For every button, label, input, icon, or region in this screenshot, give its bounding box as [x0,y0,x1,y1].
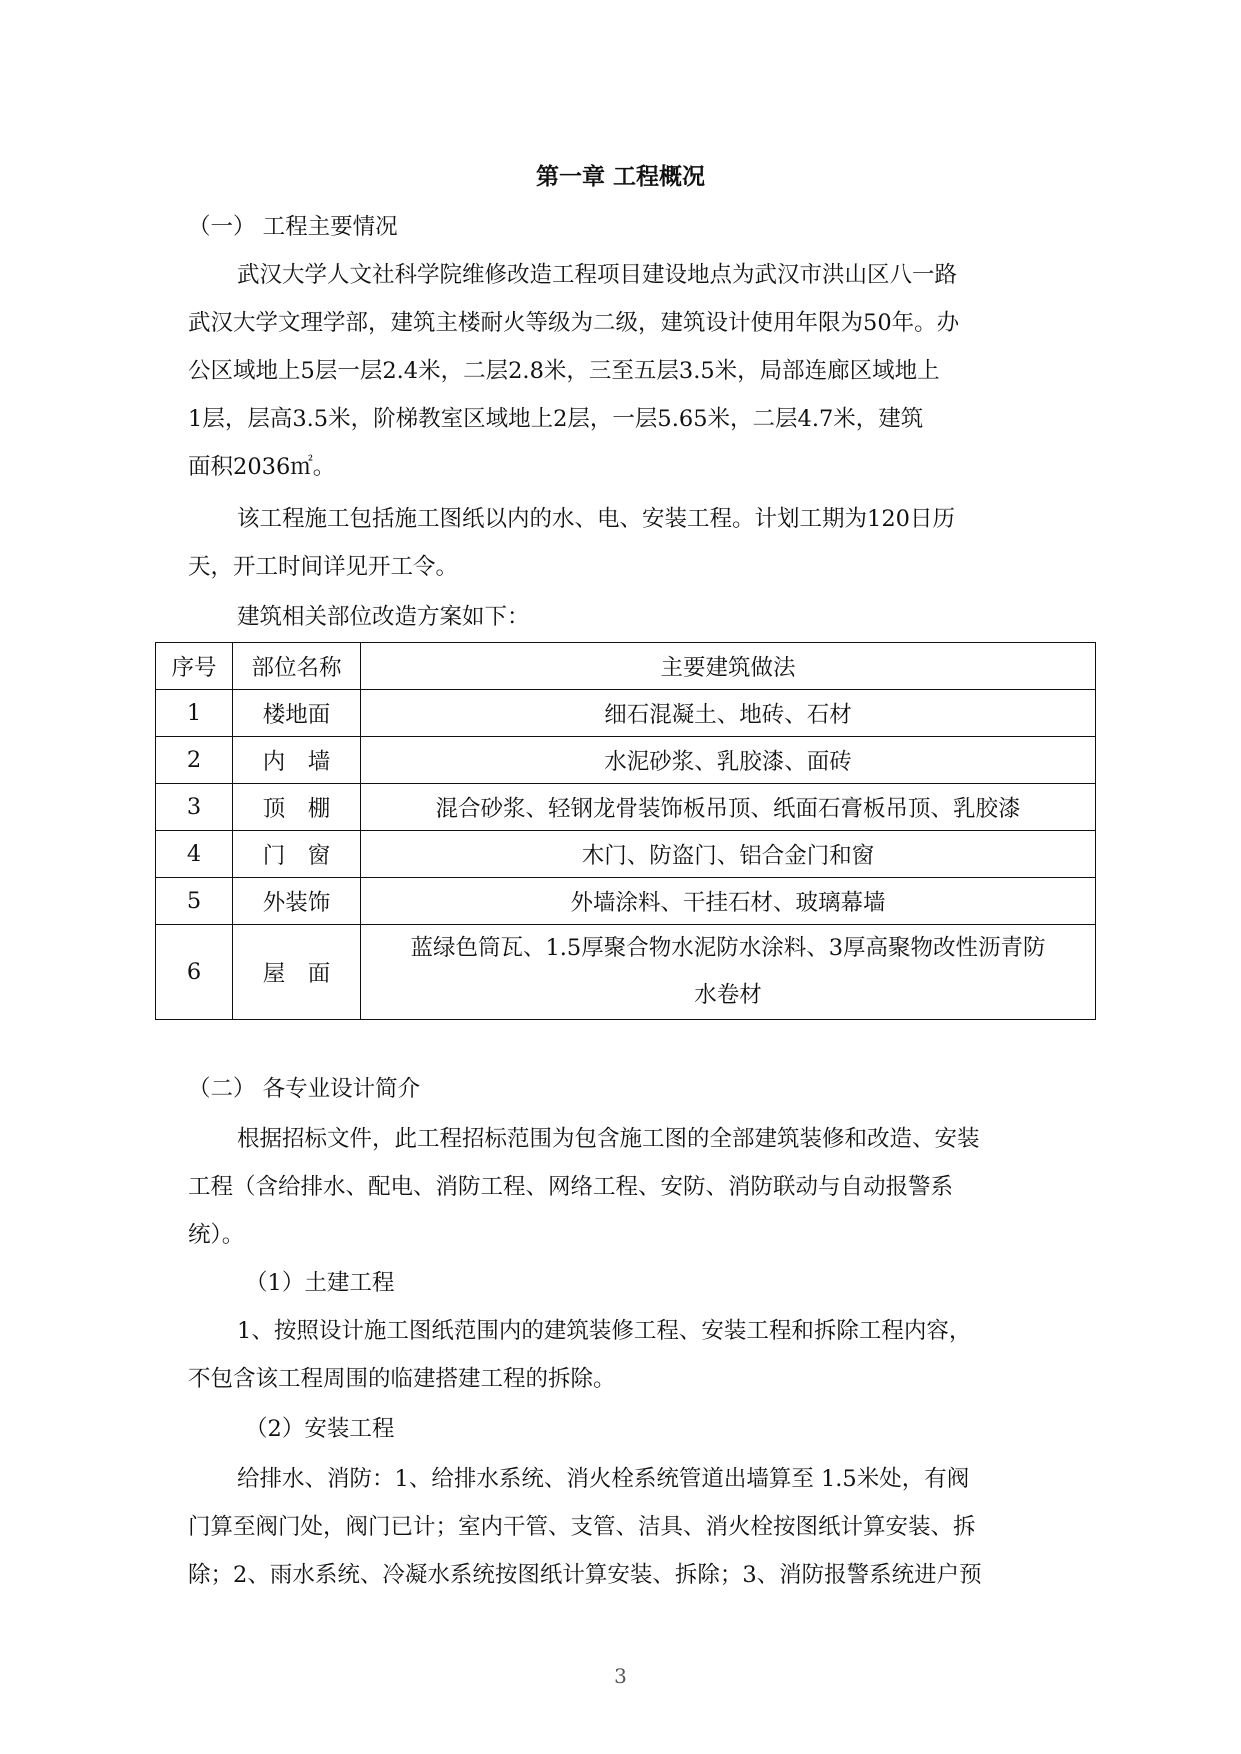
cell-method: 水泥砂浆、乳胶漆、面砖 [361,737,1096,784]
cell-method: 外墙涂料、干挂石材、玻璃幕墙 [361,878,1096,925]
table-row [156,831,1096,878]
table-intro: 建筑相关部位改造方案如下： [237,604,530,630]
subsection1-para-line2: 不包含该工程周围的临建搭建工程的拆除。 [188,1366,616,1392]
cell-part: 内 墙 [233,737,361,784]
cell-part: 顶 棚 [233,784,361,831]
table-row [156,878,1096,925]
subsection2-para-line3: 除；2、雨水系统、冷凝水系统按图纸计算安装、拆除；3、消防报警系统进户预 [188,1562,982,1588]
section1-para1-line1: 武汉大学人文社科学院维修改造工程项目建设地点为武汉市洪山区八一路 [237,262,958,288]
section1-para1-line4: 1层，层高3.5米，阶梯教室区域地上2层，一层5.65米，二层4.7米，建筑 [188,406,924,432]
section1-para1-line5: 面积2036㎡。 [188,454,336,480]
cell-part: 屋 面 [233,925,361,1020]
section1-para1-line3: 公区域地上5层一层2.4米，二层2.8米，三至五层3.5米，局部连廊区域地上 [188,358,940,384]
cell-no: 1 [156,690,233,737]
section1-para2-line1: 该工程施工包括施工图纸以内的水、电、安装工程。计划工期为120日历 [237,506,955,532]
subsection2-para-line2: 门算至阀门处，阀门已计；室内干管、支管、洁具、消火栓按图纸计算安装、拆 [188,1514,976,1540]
subsection1-heading: （1）土建工程 [245,1270,395,1296]
cell-method: 细石混凝土、地砖、石材 [361,690,1096,737]
section1-para1-line2: 武汉大学文理学部，建筑主楼耐火等级为二级，建筑设计使用年限为50年。办 [188,310,960,336]
table-row [156,784,1096,831]
table-row [156,737,1096,784]
chapter-title: 第一章 工程概况 [535,164,705,190]
table-header-row [156,643,1096,690]
cell-method-line1: 蓝绿色筒瓦、1.5厚聚合物水泥防水涂料、3厚高聚物改性沥青防 [410,935,1046,961]
renovation-table [155,642,1096,1020]
section2-para1-line2: 工程（含给排水、配电、消防工程、网络工程、安防、消防联动与自动报警系 [188,1174,954,1200]
section2-para1-line1: 根据招标文件，此工程招标范围为包含施工图的全部建筑装修和改造、安装 [237,1126,980,1152]
header-part: 部位名称 [233,643,361,690]
cell-method: 木门、防盗门、铝合金门和窗 [361,831,1096,878]
cell-no: 2 [156,737,233,784]
cell-no: 5 [156,878,233,925]
cell-method [361,925,1096,1020]
cell-method: 混合砂浆、轻钢龙骨装饰板吊顶、纸面石膏板吊顶、乳胶漆 [361,784,1096,831]
section2-heading: （二） 各专业设计简介 [188,1076,421,1102]
header-no: 序号 [156,643,233,690]
section1-heading: （一） 工程主要情况 [188,214,398,240]
cell-part: 外装饰 [233,878,361,925]
table-row [156,690,1096,737]
cell-part: 门 窗 [233,831,361,878]
cell-part: 楼地面 [233,690,361,737]
section2-para1-line3: 统）。 [188,1222,245,1248]
table-row [156,925,1096,1020]
subsection1-para-line1: 1、按照设计施工图纸范围内的建筑装修工程、安装工程和拆除工程内容， [237,1318,972,1344]
cell-method-line2: 水卷材 [694,982,762,1008]
page-number: 3 [614,1664,627,1688]
section1-para2-line2: 天，开工时间详见开工令。 [188,554,459,580]
cell-no: 3 [156,784,233,831]
header-method: 主要建筑做法 [361,643,1096,690]
cell-no: 6 [156,925,233,1020]
cell-no: 4 [156,831,233,878]
subsection2-heading: （2）安装工程 [245,1416,395,1442]
subsection2-para-line1: 给排水、消防：1、给排水系统、消火栓系统管道出墙算至 1.5米处，有阀 [237,1466,970,1492]
